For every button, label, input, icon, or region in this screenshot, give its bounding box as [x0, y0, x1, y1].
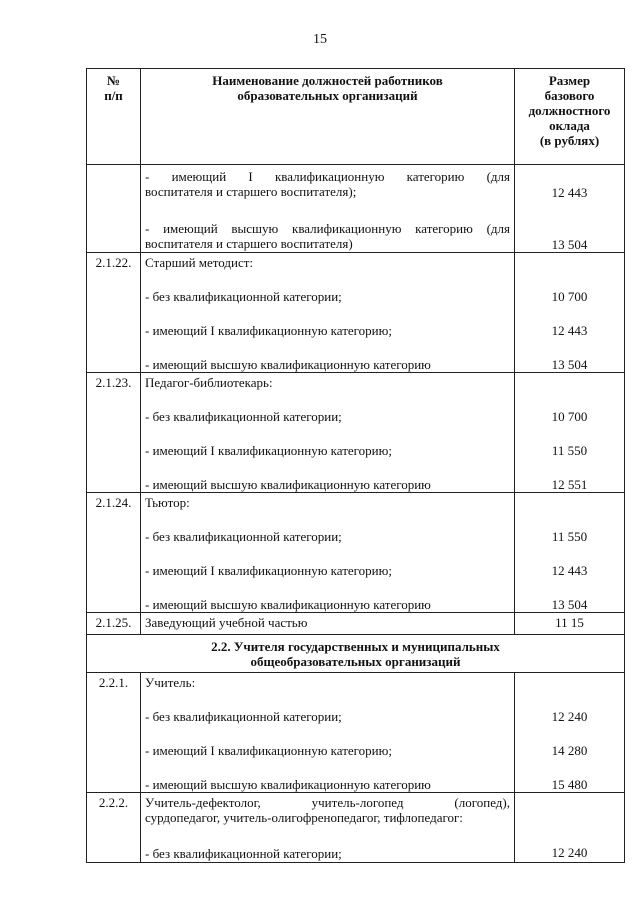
item-value: 14 280 [551, 743, 588, 758]
item-value: 10 700 [551, 409, 588, 424]
row-number: 2.2.2. [87, 793, 141, 863]
item-value: 12 443 [551, 563, 588, 578]
page-number: 15 [313, 32, 327, 47]
item-value: 12 551 [551, 477, 588, 492]
table-row [87, 793, 625, 863]
row-number: 2.1.24. [87, 493, 141, 613]
item-label: - имеющий I квалификационную категорию; [145, 443, 392, 458]
item-label: - имеющий высшую квалификационную категорию [145, 777, 431, 792]
item-value: 11 550 [551, 529, 588, 544]
item-label-cont: воспитателя и старшего воспитателя); [145, 184, 357, 199]
item-value: 13 504 [551, 597, 588, 612]
header-salary: Размер базового должностного оклада (в рублях) [515, 69, 625, 165]
row-number: 2.1.23. [87, 373, 141, 493]
item-label: - без квалификационной категории; [145, 529, 342, 544]
row-title: Учитель-дефектолог, учитель-логопед (логопед), [145, 795, 510, 810]
table-row [87, 613, 625, 635]
item-label: - имеющий высшую квалификационную категорию [145, 477, 431, 492]
table-row [87, 493, 625, 613]
row-number: 2.1.22. [87, 253, 141, 373]
table-row [87, 253, 625, 373]
item-value: 13 504 [551, 357, 588, 372]
row-number: 2.1.25. [87, 613, 141, 635]
item-value: 12 443 [551, 323, 588, 338]
row-title: Заведующий учебной частью [141, 613, 515, 635]
table-header [87, 69, 625, 165]
item-label: - имеющий I квалификационную категорию; [145, 323, 392, 338]
item-value: 11 15 [515, 613, 625, 635]
item-label: - имеющий высшую квалификационную категорию [145, 357, 431, 372]
item-value: 12 443 [551, 185, 588, 200]
item-value: 15 480 [551, 777, 588, 792]
item-value: 11 550 [551, 443, 588, 458]
item-label: - имеющий I квалификационную категорию; [145, 563, 392, 578]
item-value: 12 240 [551, 709, 588, 724]
table-row [87, 373, 625, 493]
item-label: - имеющий высшую квалификационную категорию [145, 597, 431, 612]
row-title: Педагог-библиотекарь: [145, 375, 273, 390]
item-value: 10 700 [551, 289, 588, 304]
header-no: № п/п [87, 69, 141, 165]
section-heading: 2.2. Учителя государственных и муниципальных общеобразовательных организаций [87, 635, 625, 673]
header-name: Наименование должностей работников образовательных организаций [141, 69, 515, 165]
item-value: 12 240 [551, 845, 588, 860]
salary-table [86, 68, 625, 863]
item-label: - имеющий высшую квалификационную категорию (для [145, 221, 510, 236]
item-value: 13 504 [551, 237, 588, 252]
item-label: - без квалификационной категории; [145, 289, 342, 304]
row-title-cont: сурдопедагог, учитель-олигофренопедагог, тифлопедагог: [145, 810, 463, 825]
item-label: - имеющий I квалификационную категорию (для [145, 169, 510, 184]
item-label: - без квалификационной категории; [145, 846, 342, 861]
item-label: - имеющий I квалификационную категорию; [145, 743, 392, 758]
item-label: - без квалификационной категории; [145, 409, 342, 424]
item-label: - без квалификационной категории; [145, 709, 342, 724]
row-number: 2.2.1. [87, 673, 141, 793]
section-heading-row [87, 635, 625, 673]
table-row [87, 165, 625, 253]
row-title: Тьютор: [145, 495, 190, 510]
table-row [87, 673, 625, 793]
item-label-cont: воспитателя и старшего воспитателя) [145, 236, 353, 251]
row-title: Учитель: [145, 675, 196, 690]
row-title: Старший методист: [145, 255, 254, 270]
